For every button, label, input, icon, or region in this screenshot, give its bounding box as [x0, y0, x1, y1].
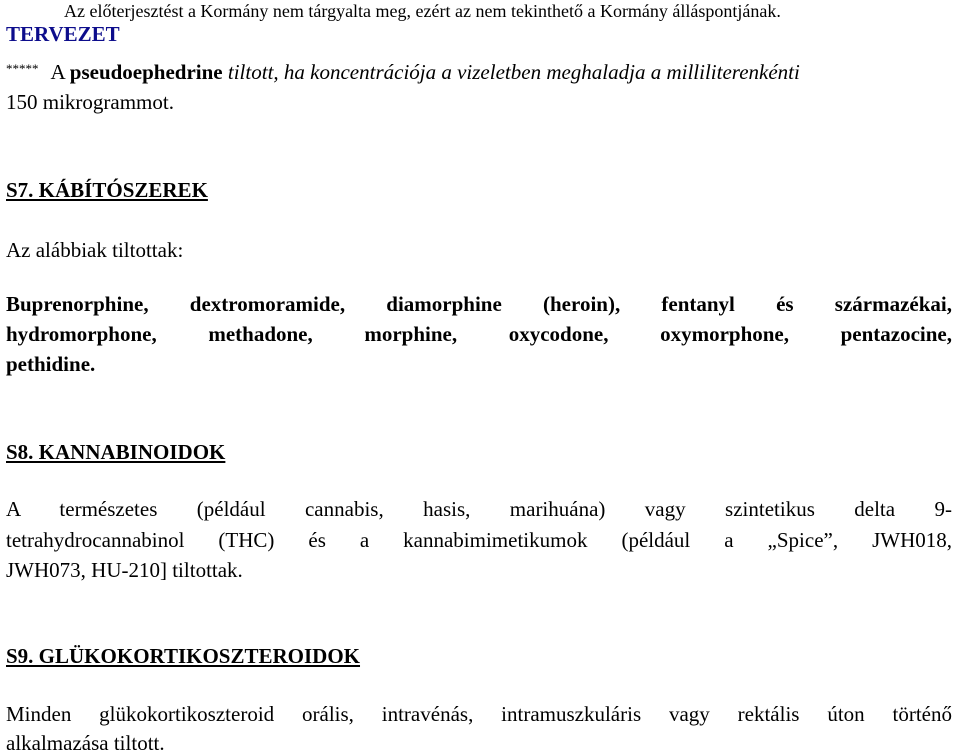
s8-line-2: tetrahydrocannabinol (THC) és a kannabimimetikumok (például a „Spice”, JWH018, [6, 528, 952, 552]
footnote-marker: ***** [6, 61, 39, 76]
s9-heading: S9. GLÜKOKORTIKOSZTEROIDOK [6, 644, 361, 668]
s7-heading: S7. KÁBÍTÓSZEREK [6, 178, 208, 202]
s9-line-2: alkalmazása tiltott. [6, 731, 165, 755]
s8-heading: S8. KANNABINOIDOK [6, 440, 226, 464]
s7-list-line-1: Buprenorphine, dextromoramide, diamorphine (heroin), fentanyl és származékai, [6, 292, 952, 316]
footnote-prefix: A [50, 60, 70, 84]
draft-label: TERVEZET [6, 22, 120, 46]
s9-line-1: Minden glükokortikoszteroid orális, intravénás, intramuszkuláris vagy rektális úton történő [6, 702, 952, 726]
s7-list-line-3: pethidine. [6, 352, 96, 376]
footnote-text: tiltott, ha koncentrációja a vizeletben meghaladja a milliliterenkénti [222, 60, 800, 84]
footnote-line-2: 150 mikrogrammot. [6, 90, 174, 114]
s8-line-1: A természetes (például cannabis, hasis, marihuána) vagy szintetikus delta 9- [6, 497, 952, 521]
s7-intro: Az alábbiak tiltottak: [6, 238, 184, 262]
s8-line-3: JWH073, HU-210] tiltottak. [6, 558, 243, 582]
s7-list-line-2: hydromorphone, methadone, morphine, oxycodone, oxymorphone, pentazocine, [6, 322, 952, 346]
footnote-line-1 [6, 60, 800, 87]
header-disclaimer: Az előterjesztést a Kormány nem tárgyalta meg, ezért az nem tekinthető a Kormány álláspontjának. [64, 1, 781, 21]
footnote-substance: pseudoephedrine [69, 60, 223, 84]
